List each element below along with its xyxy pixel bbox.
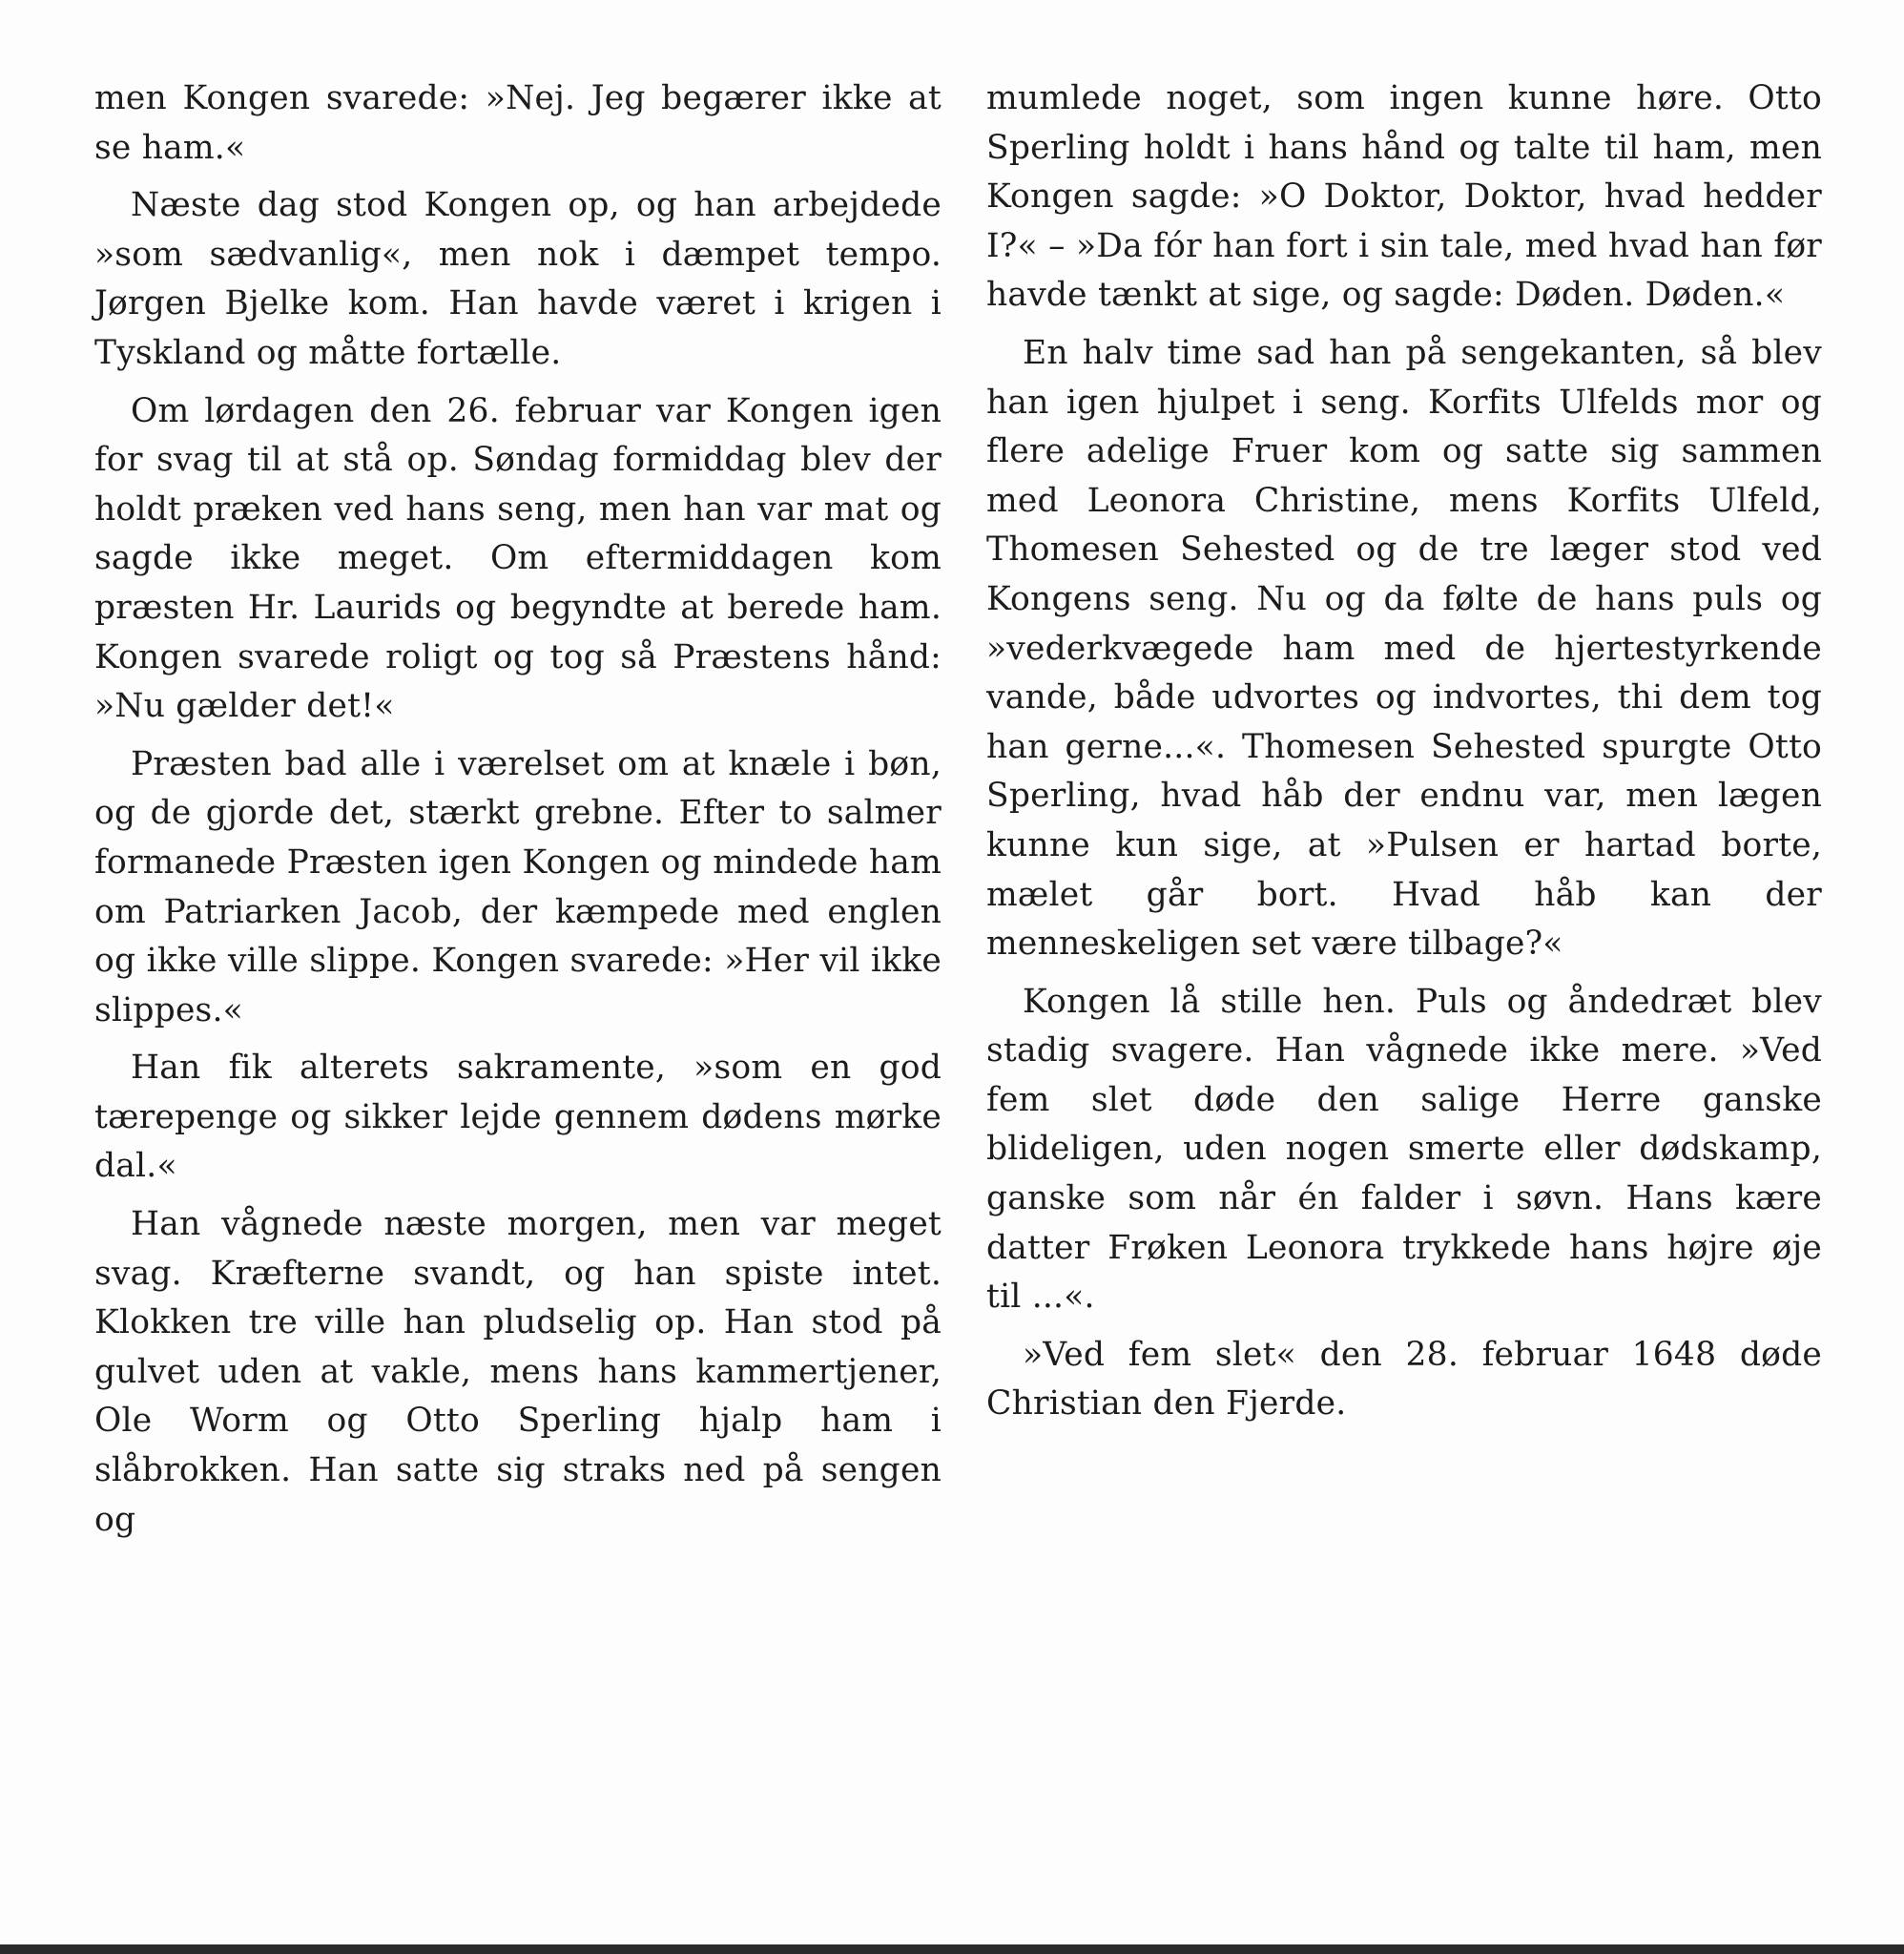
paragraph: Præsten bad alle i værelset om at knæle i bøn, og de gjorde det, stærkt grebne. Efter to salmer formanede Præsten igen Kongen og mindede ham om Patriarken Jacob, der kæmpede med englen og ikke ville slippe. Kongen svarede: »Her vil ikke slippes.«: [94, 744, 942, 1029]
left-text-column: [94, 74, 942, 1553]
right-text-column: [986, 74, 1822, 1438]
paragraph: Han fik alterets sakramente, »som en god tærepenge og sikker lejde gennem dødens mørke dal.«: [94, 1049, 942, 1186]
paragraph: Han vågnede næste morgen, men var meget svag. Kræfterne svandt, og han spiste intet. Klokken tre ville han pludselig op. Han stod på gulvet uden at vakle, mens hans kammertjener, Ole Worm og Otto Sperling hjalp ham i slåbrokken. Han satte sig straks ned på sengen og: [94, 1205, 942, 1539]
paragraph: Næste dag stod Kongen op, og han arbejdede »som sædvanlig«, men nok i dæmpet tempo. Jørgen Bjelke kom. Han havde været i krigen i Tyskland og måtte fortælle.: [94, 186, 942, 372]
page-bottom-edge: [0, 1944, 1904, 1954]
paragraph: mumlede noget, som ingen kunne høre. Otto Sperling holdt i hans hånd og talte til ham, men Kongen sagde: »O Doktor, Doktor, hvad hedder I?« – »Da fór han fort i sin tale, med hvad han før havde tænkt at sige, og sagde: Døden. Døden.«: [986, 79, 1822, 315]
paragraph: Om lørdagen den 26. februar var Kongen igen for svag til at stå op. Søndag formiddag blev der holdt præken ved hans seng, men han var mat og sagde ikke meget. Om eftermiddagen kom præsten Hr. Laurids og begyndte at berede ham. Kongen svarede roligt og tog så Præstens hånd: »Nu gælder det!«: [94, 391, 942, 726]
paragraph: »Ved fem slet« den 28. februar 1648 døde Christian den Fjerde.: [986, 1335, 1822, 1424]
paragraph: En halv time sad han på sengekanten, så blev han igen hjulpet i seng. Korfits Ulfelds mor og flere adelige Fruer kom og satte sig sammen med Leonora Christine, mens Korfits Ulfeld, Thomesen Sehested og de tre læger stod ved Kongens seng. Nu og da følte de hans puls og »vederkvægede ham med de hjertestyrkende vande, både udvortes og indvortes, thi dem tog han gerne...«. Thomesen Sehested spurgte Otto Sperling, hvad håb der endnu var, men lægen kunne kun sige, at »Pulsen er hartad borte, mælet går bort. Hvad håb kan der menneskeligen set være tilbage?«: [986, 333, 1822, 964]
paragraph: Kongen lå stille hen. Puls og åndedræt blev stadig svagere. Han vågnede ikke mere. »Ved fem slet døde den salige Herre ganske blideligen, uden nogen smerte eller dødskamp, ganske som når én falder i søvn. Hans kære datter Frøken Leonora trykkede hans højre øje til ...«.: [986, 982, 1822, 1317]
paragraph: men Kongen svarede: »Nej. Jeg begærer ikke at se ham.«: [94, 79, 942, 167]
